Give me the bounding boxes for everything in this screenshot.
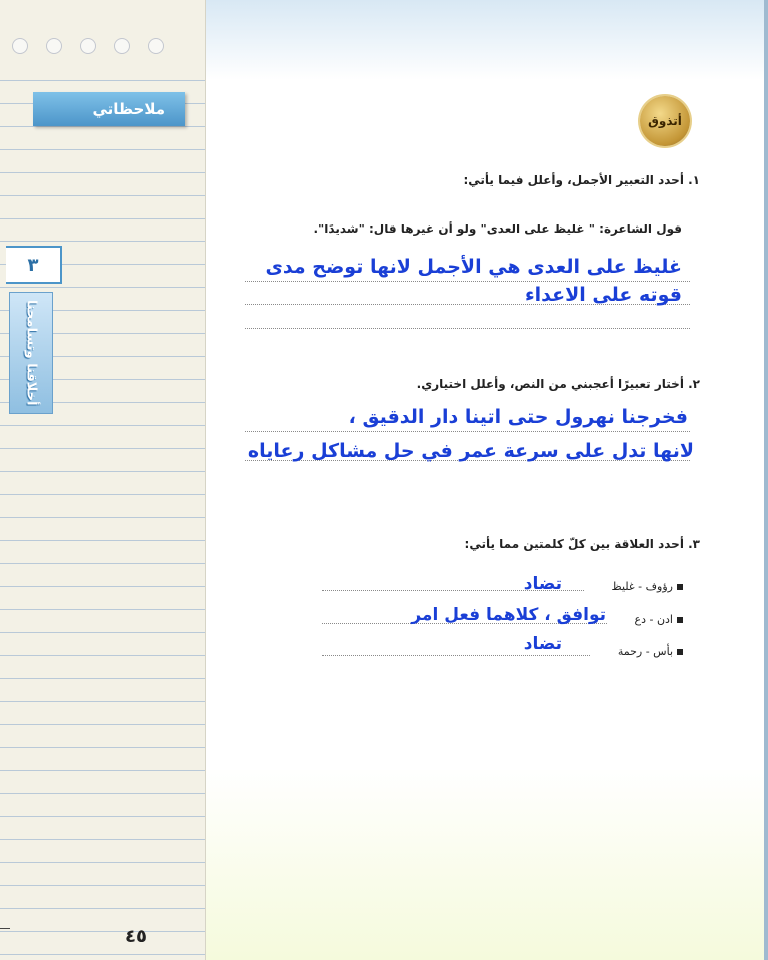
relation-item (612, 580, 683, 593)
ruled-line (0, 816, 205, 817)
ruled-line (0, 586, 205, 587)
notes-sidebar (0, 0, 206, 960)
ruled-line (0, 195, 205, 196)
bullet-icon (677, 584, 683, 590)
ruled-line (0, 770, 205, 771)
corner-mark (0, 928, 10, 929)
ruled-line (0, 655, 205, 656)
binder-hole (46, 38, 62, 54)
ruled-line (0, 839, 205, 840)
word-pair: ادن - دع (634, 613, 673, 626)
binder-hole (80, 38, 96, 54)
relation-answer: توافق ، كلاهما فعل امر (411, 605, 606, 625)
ruled-line (0, 540, 205, 541)
answer-1-line-1: غليظ على العدى هي الأجمل لانها توضح مدى (265, 256, 682, 278)
word-pair: بأس - رحمة (617, 645, 673, 658)
ruled-line (0, 724, 205, 725)
binder-hole (148, 38, 164, 54)
ruled-line (0, 908, 205, 909)
ruled-line (0, 149, 205, 150)
ruled-line (0, 517, 205, 518)
unit-number: ٣ (27, 254, 39, 276)
answer-line (245, 281, 690, 282)
relation-answer: تضاد (523, 634, 562, 654)
worksheet (206, 0, 768, 960)
notes-label: ملاحظاتي (92, 100, 165, 118)
bullet-icon (677, 649, 683, 655)
unit-title: أخلاقنا وتسامحنا (23, 300, 39, 406)
ruled-line (0, 471, 205, 472)
answer-1-line-2: قوته على الاعداء (524, 284, 682, 306)
ruled-line (0, 563, 205, 564)
header-gradient (206, 0, 768, 80)
relation-item (618, 645, 683, 658)
binder-hole (12, 38, 28, 54)
unit-title-tab (9, 292, 53, 414)
ruled-line (0, 425, 205, 426)
question-1-prompt: قول الشاعرة: " غليظ على العدى" ولو أن غيرها قال: "شديدًا". (313, 222, 682, 236)
relation-answer: تضاد (523, 574, 562, 594)
ruled-line (0, 701, 205, 702)
binder-holes (12, 38, 164, 54)
ruled-line (0, 494, 205, 495)
page-number: ٤٥ (125, 926, 147, 947)
ruled-line (0, 448, 205, 449)
unit-number-box (6, 246, 62, 284)
badge-label: أتذوق (648, 114, 682, 128)
answer-line (322, 655, 590, 656)
ruled-line (0, 885, 205, 886)
notes-tab (33, 92, 185, 126)
ruled-line (0, 747, 205, 748)
question-2: ٢. أختار تعبيرًا أعجبني من النص، وأعلل اختياري. (416, 377, 700, 391)
ruled-line (0, 172, 205, 173)
bullet-icon (677, 617, 683, 623)
ruled-line (0, 126, 205, 127)
question-3: ٣. أحدد العلاقة بين كلّ كلمتين مما يأتي: (464, 537, 700, 551)
ruled-line (0, 241, 205, 242)
answer-2-line-2: لانها تدل على سرعة عمر في حل مشاكل رعاياه (247, 440, 694, 462)
ruled-line (0, 218, 205, 219)
binder-hole (114, 38, 130, 54)
answer-2-line-1: فخرجنا نهرول حتى اتينا دار الدقيق ، (348, 406, 688, 428)
ruled-line (0, 287, 205, 288)
ruled-line (0, 862, 205, 863)
page-edge (764, 0, 768, 960)
answer-line (245, 431, 690, 432)
ruled-line (0, 954, 205, 955)
taste-badge-icon (640, 96, 690, 146)
answer-line (245, 328, 690, 329)
ruled-line (0, 632, 205, 633)
ruled-line (0, 678, 205, 679)
word-pair: رؤوف - غليظ (611, 580, 673, 593)
ruled-line (0, 793, 205, 794)
ruled-line (0, 931, 205, 932)
ruled-line (0, 609, 205, 610)
question-1: ١. أحدد التعبير الأجمل، وأعلل فيما يأتي: (463, 173, 700, 187)
ruled-line (0, 80, 205, 81)
relation-item (635, 613, 683, 626)
